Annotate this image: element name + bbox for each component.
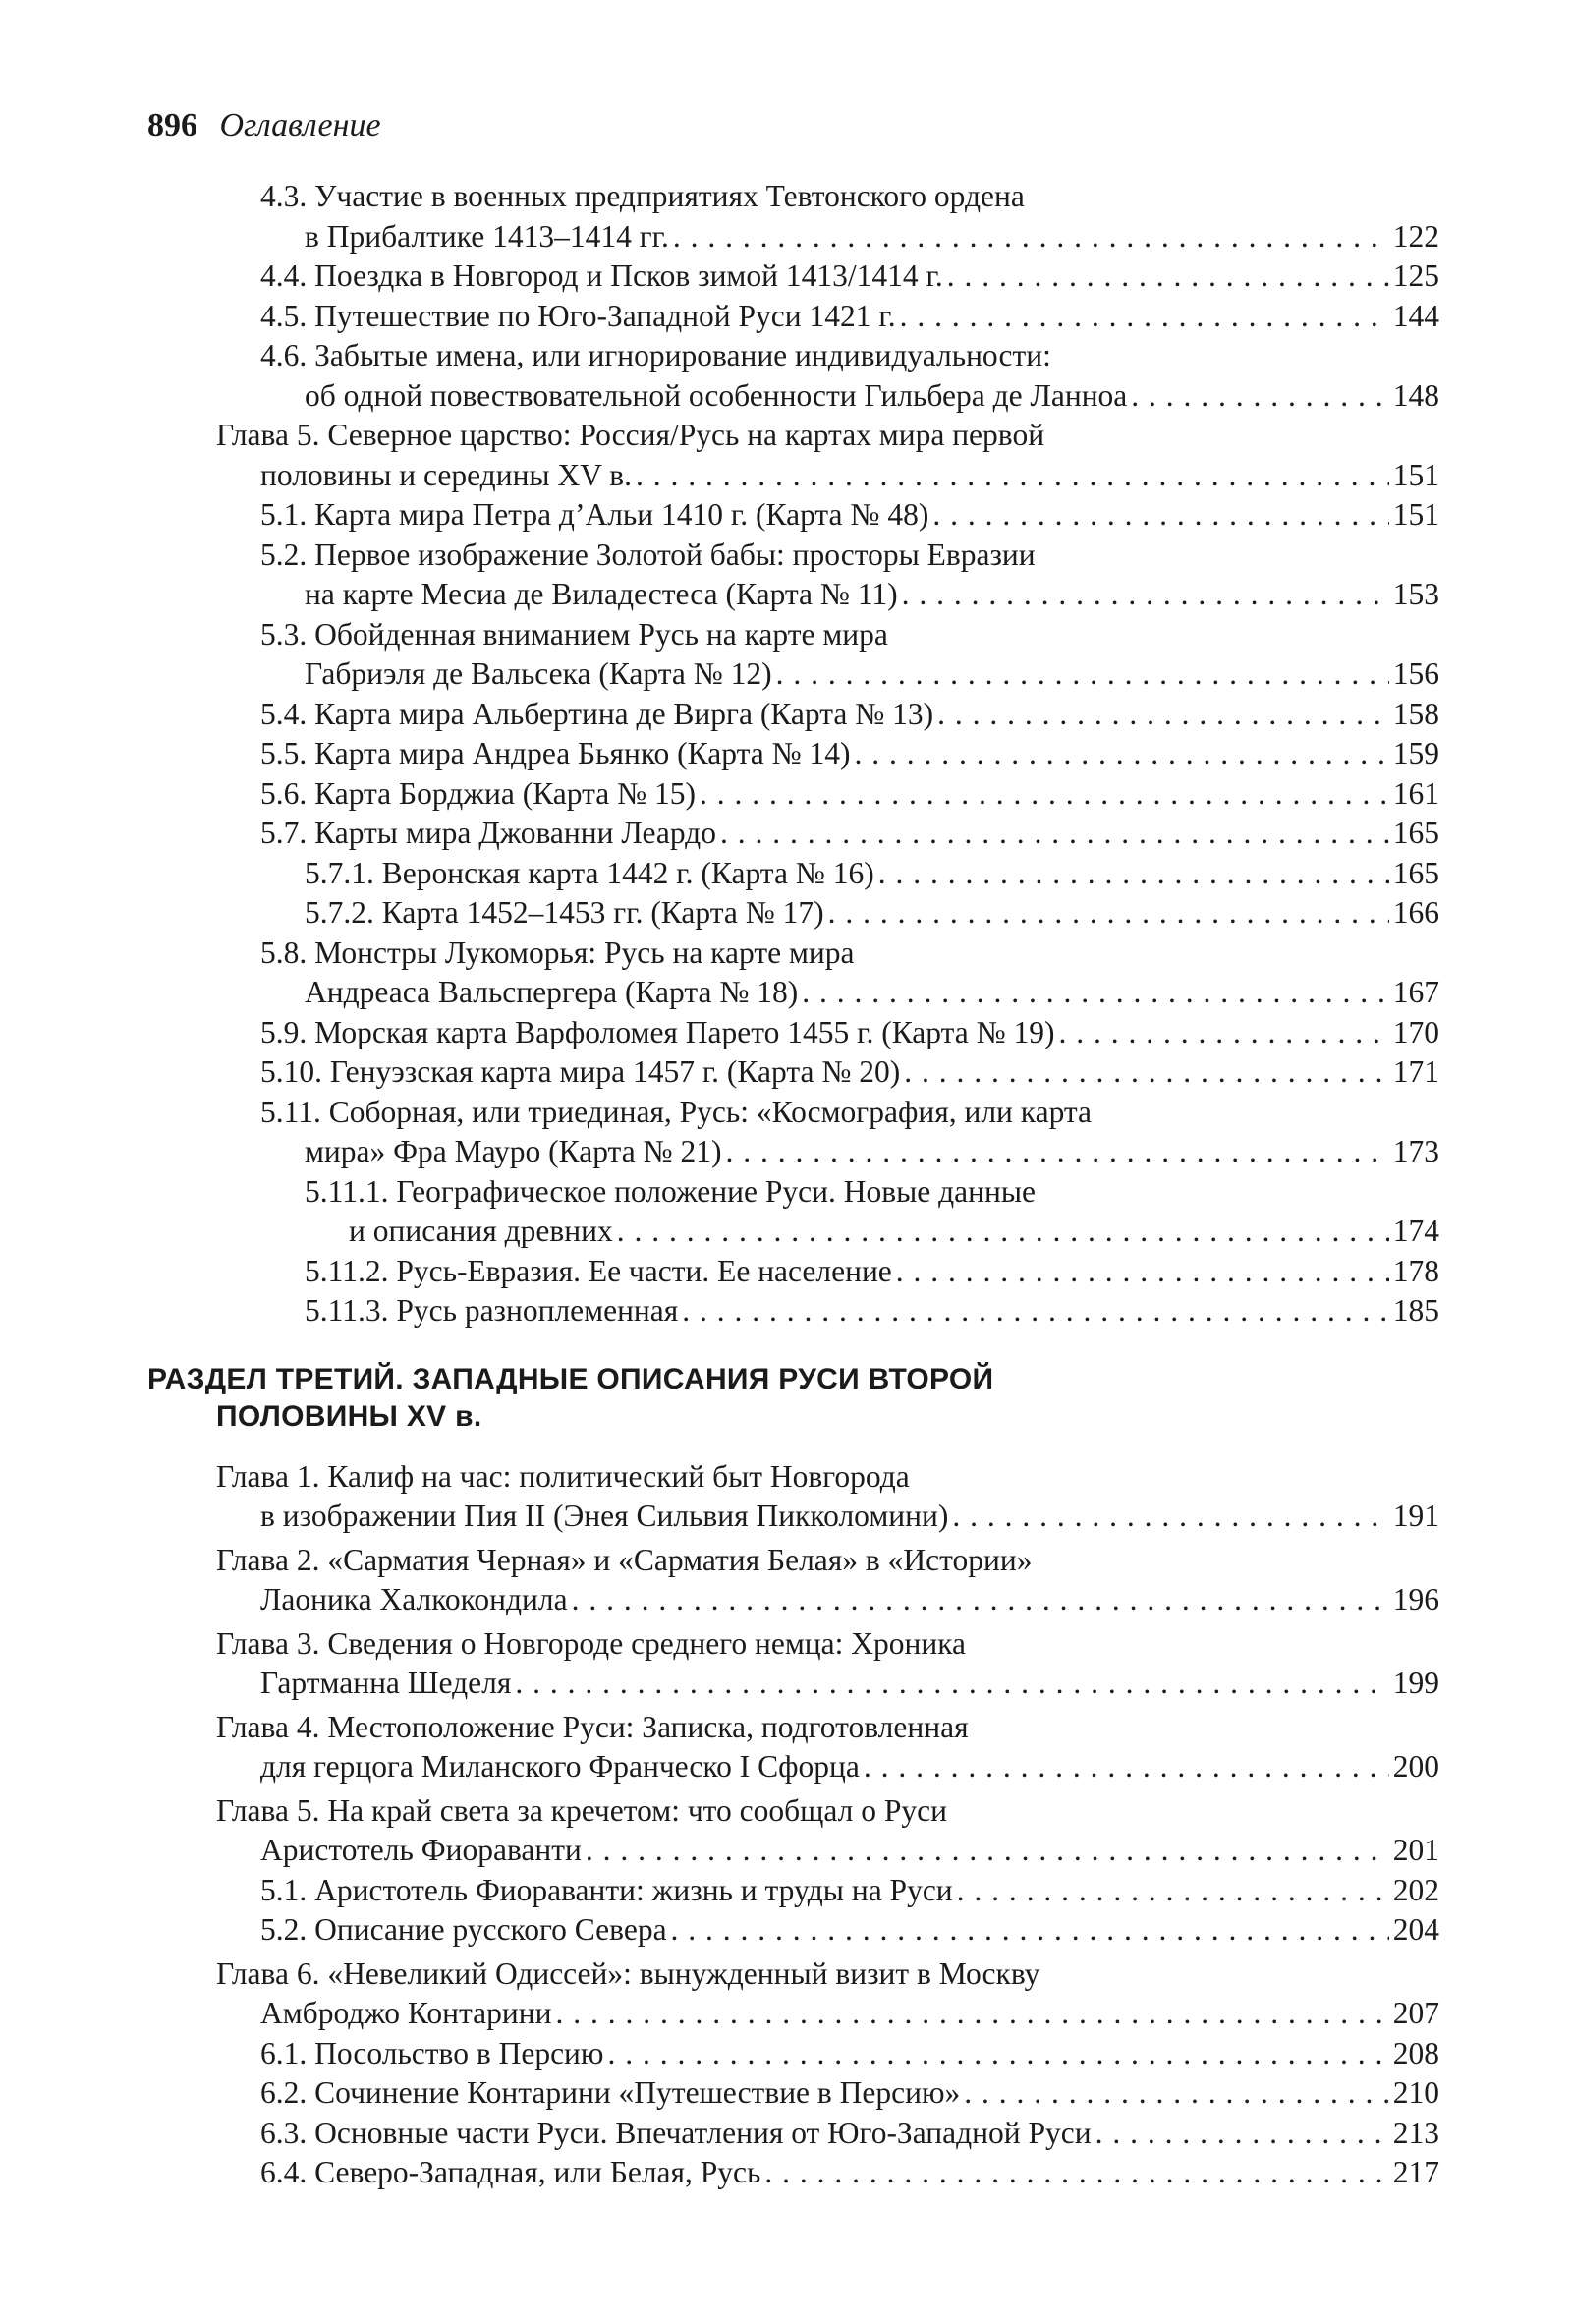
toc-entry-title: Аристотель Фиораванти — [260, 1833, 582, 1867]
toc-entry[interactable] — [147, 1172, 1439, 1252]
toc-entry-leader-row — [260, 2153, 1439, 2193]
toc-entry-page-number: 213 — [1392, 2115, 1439, 2150]
dot-leader — [515, 1664, 1388, 1704]
toc-entry-title: 5.6. Карта Борджиа (Карта № 15) — [260, 775, 697, 811]
dot-leader — [607, 2034, 1388, 2074]
toc-entry-leader-row — [216, 1580, 1439, 1620]
toc-entry-page-number: 204 — [1392, 1912, 1439, 1947]
toc-entry-leader-row — [305, 1291, 1439, 1332]
toc-entry-title: 5.7.2. Карта 1452–1453 гг. (Карта № 17) — [305, 895, 824, 930]
toc-entry-leader-row — [260, 376, 1439, 417]
toc-entry[interactable] — [147, 1955, 1439, 2034]
toc-entry[interactable] — [147, 1708, 1439, 1787]
toc-entry[interactable] — [147, 854, 1439, 894]
dot-leader — [957, 1871, 1389, 1911]
dot-leader — [1059, 1013, 1389, 1053]
toc-entry-title: об одной повествовательной особенности Гильбера де Ланноа — [305, 377, 1128, 413]
toc-entry[interactable] — [147, 734, 1439, 774]
dot-leader — [937, 695, 1389, 735]
toc-entry-page-number: 185 — [1392, 1293, 1439, 1328]
toc-entry-title-line: Глава 6. «Невеликий Одиссей»: вынужденный визит в Москву — [216, 1956, 1040, 1991]
section-heading-line2: ПОЛОВИНЫ XV в. — [216, 1399, 482, 1433]
toc-entry-title: 5.7. Карты мира Джованни Леардо — [260, 816, 716, 850]
dot-leader — [586, 1831, 1389, 1871]
toc-entry[interactable] — [147, 814, 1439, 854]
table-of-contents — [147, 177, 1439, 2193]
section-heading-line1: РАЗДЕЛ ТРЕТИЙ. ЗАПАДНЫЕ ОПИСАНИЯ РУСИ ВТОРОЙ — [147, 1362, 994, 1395]
toc-entry-leader-row — [260, 217, 1439, 257]
toc-entry-page-number: 153 — [1392, 577, 1439, 611]
toc-entry-leader-row — [260, 1052, 1439, 1093]
toc-entry-page-number: 217 — [1392, 2155, 1439, 2189]
toc-entry-page-number: 171 — [1392, 1054, 1439, 1089]
dot-leader — [896, 1252, 1389, 1292]
dot-leader — [952, 1497, 1388, 1537]
dot-leader — [855, 734, 1389, 774]
toc-entry-leader-row — [260, 495, 1439, 536]
toc-entry[interactable] — [147, 495, 1439, 536]
toc-entry-page-number: 207 — [1392, 1996, 1439, 2030]
toc-entry-title: 4.4. Поездка в Новгород и Псков зимой 1413/1414 г. — [260, 258, 943, 293]
toc-entry-page-number: 151 — [1392, 457, 1439, 492]
dot-leader — [1095, 2114, 1389, 2154]
toc-entry[interactable] — [147, 1052, 1439, 1093]
dot-leader — [636, 456, 1389, 496]
dot-leader — [902, 575, 1389, 615]
toc-entry-title: 5.11.3. Русь разноплеменная — [305, 1293, 679, 1328]
dot-leader — [673, 217, 1389, 257]
toc-entry-title: Гартманна Шеделя — [260, 1666, 512, 1700]
toc-entry-page-number: 174 — [1392, 1214, 1439, 1248]
toc-entry-title: 5.1. Аристотель Фиораванти: жизнь и труды на Руси — [260, 1872, 953, 1907]
toc-entry-page-number: 165 — [1392, 816, 1439, 850]
toc-entry-leader-row — [216, 1664, 1439, 1704]
toc-entry-title: 5.1. Карта мира Петра д’Альи 1410 г. (Карта № 48) — [260, 497, 929, 532]
toc-entry-title: 5.7.1. Веронская карта 1442 г. (Карта № 16) — [305, 855, 874, 890]
toc-entry-page-number: 156 — [1392, 656, 1439, 691]
toc-entry-page-number: 159 — [1392, 736, 1439, 770]
toc-entry[interactable] — [147, 256, 1439, 297]
toc-entry[interactable] — [147, 1093, 1439, 1172]
toc-entry-title: Андреаса Вальспергера (Карта № 18) — [305, 975, 799, 1009]
toc-entry-title: в изображении Пия II (Энея Сильвия Пикколомини) — [260, 1499, 949, 1533]
toc-entry-title-line: 4.6. Забытые имена, или игнорирование индивидуальности: — [260, 338, 1051, 372]
toc-entry-leader-row — [260, 734, 1439, 774]
toc-entry-leader-row — [260, 1910, 1439, 1951]
toc-entry-leader-row — [260, 2114, 1439, 2154]
dot-leader — [725, 1132, 1388, 1172]
toc-entry-title: в Прибалтике 1413–1414 гг. — [305, 218, 669, 254]
toc-entry-page-number: 165 — [1392, 855, 1439, 890]
dot-leader — [1131, 376, 1388, 417]
toc-entry[interactable] — [147, 2034, 1439, 2074]
toc-entry-title: 5.11.2. Русь-Евразия. Ее части. Ее население — [305, 1253, 892, 1288]
toc-entry[interactable] — [147, 297, 1439, 337]
dot-leader — [682, 1291, 1388, 1332]
toc-entry-title-line: Глава 5. Северное царство: Россия/Русь на картах мира первой — [216, 418, 1045, 452]
dot-leader — [904, 1052, 1388, 1093]
page-number: 896 — [147, 107, 197, 143]
toc-entry-title: 6.1. Посольство в Персию — [260, 2035, 604, 2070]
toc-entry-title: 6.2. Сочинение Контарини «Путешествие в Персию» — [260, 2075, 961, 2110]
toc-entry-title: 5.9. Морская карта Варфоломея Парето 1455 г. (Карта № 19) — [260, 1014, 1055, 1049]
toc-entry-leader-row — [260, 1013, 1439, 1053]
toc-entry-title: Амброджо Контарини — [260, 1996, 552, 2030]
toc-entry[interactable] — [147, 1252, 1439, 1292]
toc-entry-title: 6.3. Основные части Руси. Впечатления от Юго-Западной Руси — [260, 2115, 1092, 2150]
dot-leader — [700, 774, 1389, 815]
toc-entry-title-line: 5.8. Монстры Лукоморья: Русь на карте мира — [260, 935, 855, 970]
toc-entry-leader-row — [305, 854, 1439, 894]
dot-leader — [900, 297, 1389, 337]
toc-entry-title: 5.4. Карта мира Альбертина де Вирга (Карта № 13) — [260, 696, 934, 731]
toc-entry-leader-row — [260, 297, 1439, 337]
toc-entry[interactable] — [147, 615, 1439, 695]
toc-entry[interactable] — [147, 695, 1439, 735]
toc-entry-page-number: 208 — [1392, 2035, 1439, 2070]
toc-entry-page-number: 167 — [1392, 975, 1439, 1009]
toc-entry-title: половины и середины XV в. — [260, 457, 633, 492]
dot-leader — [828, 893, 1389, 934]
toc-entry-page-number: 196 — [1392, 1582, 1439, 1616]
toc-entry-leader-row — [216, 1831, 1439, 1871]
toc-entry-leader-row — [260, 814, 1439, 854]
toc-entry-page-number: 191 — [1392, 1499, 1439, 1533]
toc-entry-leader-row — [216, 456, 1439, 496]
toc-entry-title: 5.2. Описание русского Севера — [260, 1912, 667, 1947]
dot-leader — [617, 1212, 1389, 1252]
toc-entry-leader-row — [260, 256, 1439, 297]
toc-entry[interactable] — [147, 416, 1439, 495]
toc-entry[interactable] — [147, 1013, 1439, 1053]
toc-entry-title-line: 5.2. Первое изображение Золотой бабы: просторы Евразии — [260, 537, 1036, 572]
toc-entry-page-number: 158 — [1392, 696, 1439, 731]
toc-entry-title: на карте Месиа де Виладестеса (Карта № 11) — [305, 577, 898, 611]
toc-entry-page-number: 202 — [1392, 1872, 1439, 1907]
toc-entry-title: и описания древних — [349, 1214, 613, 1248]
toc-entry[interactable] — [147, 177, 1439, 256]
toc-entry-page-number: 210 — [1392, 2075, 1439, 2110]
toc-entry-page-number: 199 — [1392, 1666, 1439, 1700]
toc-entry[interactable] — [147, 536, 1439, 615]
toc-entry-page-number: 170 — [1392, 1014, 1439, 1049]
dot-leader — [932, 495, 1388, 536]
toc-entry[interactable] — [147, 774, 1439, 815]
dot-leader — [878, 854, 1389, 894]
toc-entry-leader-row — [260, 695, 1439, 735]
section-heading — [147, 1361, 1439, 1436]
toc-entry-title-line: Глава 2. «Сарматия Черная» и «Сарматия Белая» в «Истории» — [216, 1542, 1033, 1577]
toc-entry-title-line: Глава 4. Местоположение Руси: Записка, подготовленная — [216, 1709, 969, 1744]
toc-entry-leader-row — [305, 1252, 1439, 1292]
dot-leader — [802, 973, 1388, 1013]
toc-entry-title: 5.10. Генуэзская карта мира 1457 г. (Карта № 20) — [260, 1054, 901, 1089]
dot-leader — [864, 1747, 1389, 1787]
toc-entry-page-number: 178 — [1392, 1253, 1439, 1288]
toc-entry[interactable] — [147, 2153, 1439, 2193]
toc-entry-title: 6.4. Северо-Западная, или Белая, Русь — [260, 2155, 761, 2189]
toc-entry[interactable] — [147, 1871, 1439, 1911]
toc-entry-leader-row — [260, 973, 1439, 1013]
dot-leader — [964, 2073, 1388, 2114]
dot-leader — [720, 814, 1389, 854]
toc-entry-leader-row — [216, 1747, 1439, 1787]
toc-entry-title: 5.5. Карта мира Андреа Бьянко (Карта № 14) — [260, 736, 851, 770]
toc-entry-page-number: 122 — [1392, 218, 1439, 254]
dot-leader — [764, 2153, 1388, 2193]
toc-entry-title: Лаоника Халкокондила — [260, 1582, 568, 1616]
dot-leader — [555, 1994, 1388, 2034]
toc-entry-leader-row — [260, 774, 1439, 815]
toc-entry-title: мира» Фра Мауро (Карта № 21) — [305, 1134, 722, 1168]
toc-entry-page-number: 161 — [1392, 775, 1439, 811]
toc-entry-leader-row — [260, 1132, 1439, 1172]
toc-entry[interactable] — [147, 1910, 1439, 1951]
toc-entry-title-line: 5.11. Соборная, или триединая, Русь: «Космография, или карта — [260, 1094, 1093, 1129]
toc-entry-page-number: 173 — [1392, 1134, 1439, 1168]
toc-entry[interactable] — [147, 1624, 1439, 1704]
toc-entry-title-line: Глава 1. Калиф на час: политический быт Новгорода — [216, 1458, 910, 1494]
toc-entry[interactable] — [147, 2073, 1439, 2114]
toc-entry-title: 4.5. Путешествие по Юго-Западной Руси 1421 г. — [260, 298, 896, 333]
toc-block-part-two — [147, 177, 1439, 1332]
toc-entry-title: для герцога Миланского Франческо I Сфорца — [260, 1749, 860, 1784]
toc-entry-page-number: 151 — [1392, 497, 1439, 532]
toc-entry[interactable] — [147, 336, 1439, 416]
toc-entry-title-line: Глава 3. Сведения о Новгороде среднего немца: Хроника — [216, 1625, 966, 1661]
toc-entry-title-line: 4.3. Участие в военных предприятиях Тевтонского ордена — [260, 179, 1025, 213]
toc-entry-leader-row — [216, 1497, 1439, 1537]
toc-entry-leader-row — [260, 2073, 1439, 2114]
toc-entry-title-line: 5.3. Обойденная вниманием Русь на карте мира — [260, 616, 888, 652]
toc-entry-leader-row — [305, 1212, 1439, 1252]
toc-entry-leader-row — [260, 575, 1439, 615]
toc-entry-title: Габриэля де Вальсека (Карта № 12) — [305, 656, 772, 691]
running-header — [147, 106, 381, 145]
toc-entry-page-number: 201 — [1392, 1833, 1439, 1867]
toc-entry[interactable] — [147, 893, 1439, 934]
toc-entry[interactable] — [147, 934, 1439, 1013]
toc-entry-page-number: 166 — [1392, 895, 1439, 930]
toc-entry[interactable] — [147, 1541, 1439, 1620]
toc-entry[interactable] — [147, 2114, 1439, 2154]
toc-entry[interactable] — [147, 1457, 1439, 1537]
dot-leader — [776, 654, 1389, 695]
dot-leader — [947, 256, 1389, 297]
toc-entry-page-number: 125 — [1392, 258, 1439, 293]
toc-entry-leader-row — [260, 1871, 1439, 1911]
toc-entry-page-number: 148 — [1392, 377, 1439, 413]
dot-leader — [671, 1910, 1389, 1951]
toc-entry-leader-row — [216, 1994, 1439, 2034]
toc-entry-page-number: 144 — [1392, 298, 1439, 333]
toc-entry-leader-row — [260, 2034, 1439, 2074]
toc-entry[interactable] — [147, 1291, 1439, 1332]
dot-leader — [572, 1580, 1389, 1620]
toc-entry-title-line: 5.11.1. Географическое положение Руси. Новые данные — [305, 1173, 1036, 1209]
toc-entry-leader-row — [260, 654, 1439, 695]
toc-entry-title-line: Глава 5. На край света за кречетом: что сообщал о Руси — [216, 1792, 947, 1828]
toc-entry[interactable] — [147, 1791, 1439, 1871]
toc-entry-page-number: 200 — [1392, 1749, 1439, 1784]
toc-entry-leader-row — [305, 893, 1439, 934]
header-title: Оглавление — [219, 107, 381, 143]
toc-block-part-three — [147, 1457, 1439, 2193]
